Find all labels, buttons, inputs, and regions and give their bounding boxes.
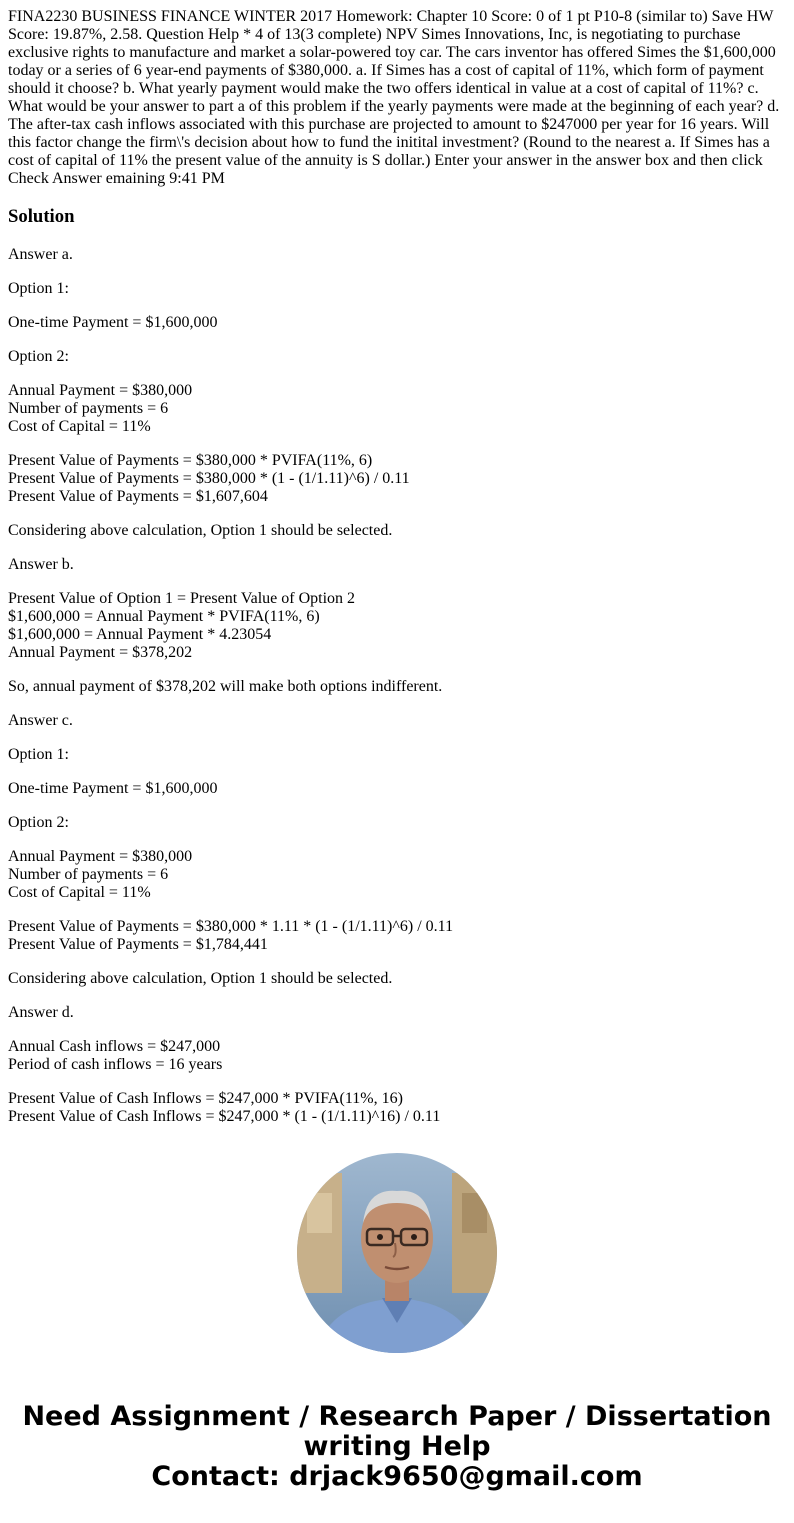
banner-line-1: Need Assignment / Research Paper / Dissertation [22,1401,772,1432]
solution-paragraph [8,556,786,574]
banner-line-2: writing Help [303,1431,491,1462]
solution-body [8,246,786,1126]
solution-paragraph [8,1004,786,1022]
solution-line: Answer d. [8,1004,74,1021]
solution-line: One-time Payment = $1,600,000 [8,780,218,797]
solution-line: Present Value of Payments = $380,000 * 1.11 * (1 - (1/1.11)^6) / 0.11 [8,918,454,935]
solution-paragraph [8,848,786,902]
solution-line: Answer b. [8,556,74,573]
solution-line: Considering above calculation, Option 1 should be selected. [8,522,393,539]
solution-line: So, annual payment of $378,202 will make both options indifferent. [8,678,443,695]
solution-line: Option 1: [8,746,69,763]
solution-line: Present Value of Payments = $380,000 * (1 - (1/1.11)^6) / 0.11 [8,470,410,487]
document-content [8,8,786,1126]
solution-line: Answer c. [8,712,73,729]
solution-line: Option 1: [8,280,69,297]
solution-line: Option 2: [8,814,69,831]
solution-line: Cost of Capital = 11% [8,418,151,435]
solution-line: Present Value of Cash Inflows = $247,000 * (1 - (1/1.11)^16) / 0.11 [8,1108,441,1125]
solution-line: Present Value of Payments = $1,607,604 [8,488,268,505]
solution-line: Period of cash inflows = 16 years [8,1056,223,1073]
solution-line: Present Value of Cash Inflows = $247,000 * PVIFA(11%, 16) [8,1090,403,1107]
solution-paragraph [8,1090,786,1126]
solution-line: One-time Payment = $1,600,000 [8,314,218,331]
solution-paragraph [8,246,786,264]
solution-paragraph [8,382,786,436]
author-avatar [297,1153,497,1353]
solution-line: Considering above calculation, Option 1 should be selected. [8,970,393,987]
contact-banner [0,1402,794,1492]
solution-paragraph [8,678,786,696]
solution-paragraph [8,780,786,798]
solution-heading: Solution [8,206,75,227]
solution-line: $1,600,000 = Annual Payment * PVIFA(11%, 6) [8,608,320,625]
question-text: FINA2230 BUSINESS FINANCE WINTER 2017 Homework: Chapter 10 Score: 0 of 1 pt P10-8 (similar to) Save HW Score: 19.87%, 2.58. Question Help * 4 of 13(3 complete) NPV Simes Innovations, Inc, is negotiating to purchase exclusive rights to manufacture and market a solar-powered toy car. The cars inventor has offered Simes the $1,600,000 today or a series of 6 year-end payments of $380,000. a. If Simes has a cost of capital of 11%, which form of payment should it choose? b. What yearly payment would make the two offers identical in value at a cost of capital of 11%? c. What would be your answer to part a of this problem if the yearly payments were made at the beginning of each year? d. The after-tax cash inflows associated with this purchase are projected to amount to $247000 per year for 16 years. Will this factor change the firm\'s decision about how to fund the initital investment? (Round to the nearest a. If Simes has a cost of capital of 11% the present value of the annuity is S dollar.) Enter your answer in the answer box and then click Check Answer emaining 9:41 PM [8,8,780,187]
solution-line: Annual Payment = $380,000 [8,848,193,865]
solution-paragraph [8,918,786,954]
banner-contact-email: Contact: drjack9650@gmail.com [151,1461,643,1492]
solution-line: Option 2: [8,348,69,365]
solution-line: Present Value of Payments = $1,784,441 [8,936,268,953]
solution-line: Annual Payment = $380,000 [8,382,193,399]
solution-line: Present Value of Option 1 = Present Value of Option 2 [8,590,356,607]
solution-paragraph [8,452,786,506]
solution-line: Number of payments = 6 [8,866,169,883]
solution-paragraph [8,746,786,764]
solution-paragraph [8,970,786,988]
solution-paragraph [8,522,786,540]
solution-line: Cost of Capital = 11% [8,884,151,901]
solution-paragraph [8,280,786,298]
solution-paragraph [8,712,786,730]
solution-paragraph [8,314,786,332]
solution-line: Annual Cash inflows = $247,000 [8,1038,221,1055]
solution-line: Number of payments = 6 [8,400,169,417]
solution-paragraph [8,590,786,662]
solution-line: $1,600,000 = Annual Payment * 4.23054 [8,626,272,643]
solution-line: Present Value of Payments = $380,000 * PVIFA(11%, 6) [8,452,373,469]
solution-paragraph [8,348,786,366]
solution-paragraph [8,1038,786,1074]
solution-paragraph [8,814,786,832]
solution-line: Annual Payment = $378,202 [8,644,193,661]
solution-line: Answer a. [8,246,73,263]
